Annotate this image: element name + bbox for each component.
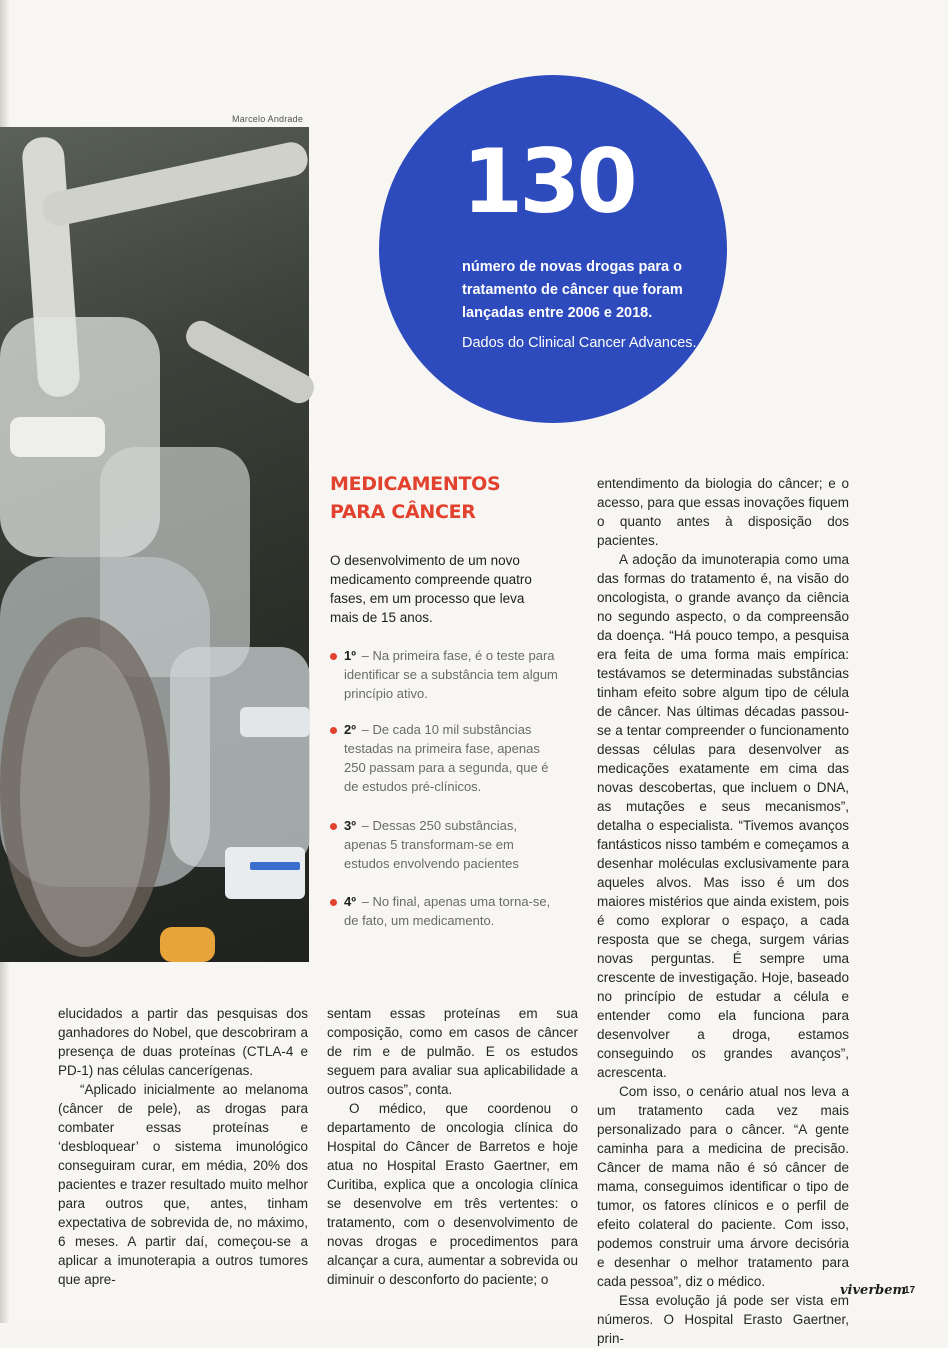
- phase-text: – No final, apenas uma torna-se, de fato, um medicamento.: [344, 894, 551, 928]
- stat-number: 130: [462, 130, 634, 233]
- paragraph: Com isso, o cenário atual nos leva a um tratamento cada vez mais personalizado para o câncer. “A gente caminha para a medicina de precisão. Câncer de mama não é só câncer de mama, conseguimos identificar o tipo de tumor, os fatores clínicos e o perfil de efeito colateral do paciente. Com isso, podemos construir uma árvore decisória e desenhar o melhor tratamento para cada pessoa”, diz o médico.: [597, 1084, 849, 1289]
- phase-number: 3º: [344, 818, 356, 833]
- paragraph: elucidados a partir das pesquisas dos ganhadores do Nobel, que descobriram a presença de duas proteínas (CTLA-4 e PD-1) nas células cancerígenas.: [58, 1006, 308, 1078]
- phase-number: 4º: [344, 894, 356, 909]
- phase-item: [330, 646, 560, 703]
- paragraph: entendimento da biologia do câncer; e o acesso, para que essas inovações fiquem o quanto antes à disposição dos pacientes.: [597, 476, 849, 548]
- stat-description: número de novas drogas para o tratamento de câncer que foram lançadas entre 2006 e 2018.: [462, 259, 683, 321]
- phase-item: [330, 892, 560, 930]
- bullet-dot-icon: [330, 727, 337, 734]
- headline-line-1: MEDICAMENTOS: [330, 473, 501, 495]
- body-column-3: [597, 474, 849, 1348]
- paragraph: A adoção da imunoterapia como uma das formas do tratamento é, na visão do oncologista, o grande avanço da ciência no segundo aspecto, o da compreensão da doença. “Há pouco tempo, a pesquisa era feita de uma forma mais empírica: testávamos se determinadas substâncias tinham efeito sobre algum tipo de célula de câncer. Nas últimas décadas passou-se a tentar compreender o funcionamento dessas células para desenvolver as medicações exatamente em cima das novas descobertas, que incluem o DNA, as mutações e seus mecanismos”, detalha o especialista. “Tivemos avanços fantásticos nisso também e começamos a desenhar moléculas exclusivamente para aqueles alvos. Mas isso é um dos maiores mistérios que ainda existem, pois é como explorar o espaço, a cada resposta que se chega, surgem várias novas perguntas. É sempre uma crescente de investigação. Hoje, baseado no princípio de estudar a célula e entender como ela funciona para desenvolver a droga, estamos conseguindo os grandes avanços”, acrescenta.: [597, 552, 849, 1080]
- phase-text: – Na primeira fase, é o teste para identificar se a substância tem algum princípio ativo.: [344, 648, 558, 701]
- phase-text: – Dessas 250 substâncias, apenas 5 transformam-se em estudos envolvendo pacientes: [344, 818, 519, 871]
- bullet-dot-icon: [330, 899, 337, 906]
- phase-number: 2º: [344, 722, 356, 737]
- paragraph: “Aplicado inicialmente ao melanoma (câncer de pele), as drogas para combater essas proteínas e ‘desbloquear’ o sistema imunológico conseguiram curar, em média, 20% dos pacientes e trazer resultado muito melhor para outros que, antes, tinham expectativa de sobrevida de, no máximo, 6 meses. A partir daí, começou-se a aplicar a imunoterapia a outros tumores que apre-: [58, 1082, 308, 1287]
- photo-credit: Marcelo Andrade: [232, 114, 304, 124]
- body-column-2: [327, 1004, 578, 1289]
- bullet-dot-icon: [330, 653, 337, 660]
- phase-text: – De cada 10 mil substâncias testadas na primeira fase, apenas 250 passam para a segunda, que é de estudos pré-clínicos.: [344, 722, 549, 794]
- paragraph: Essa evolução já pode ser vista em números. O Hospital Erasto Gaertner, prin-: [597, 1293, 849, 1346]
- stat-source: Dados do Clinical Cancer Advances.: [462, 335, 697, 351]
- page-number: 17: [904, 1285, 916, 1296]
- phase-item: [330, 720, 560, 796]
- headline-line-2: PARA CÂNCER: [330, 501, 476, 523]
- body-column-1: [58, 1004, 308, 1289]
- paragraph: sentam essas proteínas em sua composição, como em casos de câncer de rim e de pulmão. E os estudos seguem para avaliar sua aplicabilidade a outros casos”, conta.: [327, 1006, 578, 1097]
- phase-item: [330, 816, 560, 873]
- sidebar-intro: O desenvolvimento de um novo medicamento compreende quatro fases, em um processo que leva mais de 15 anos.: [330, 553, 532, 625]
- stat-circle: [379, 75, 727, 423]
- bullet-dot-icon: [330, 823, 337, 830]
- phase-number: 1º: [344, 648, 356, 663]
- magazine-brand: viverbem: [840, 1283, 907, 1298]
- sidebar-headline: [330, 470, 500, 526]
- paragraph: O médico, que coordenou o departamento de oncologia clínica do Hospital do Câncer de Barretos e hoje atua no Hospital Erasto Gaertner, em Curitiba, explica que a oncologia clínica se desenvolve em três vertentes: o tratamento, com o desenvolvimento de novas drogas e procedimentos para alcançar a cura, aumentar a sobrevida ou diminuir o desconforto do paciente; o: [327, 1101, 578, 1287]
- lab-photo: [0, 127, 309, 962]
